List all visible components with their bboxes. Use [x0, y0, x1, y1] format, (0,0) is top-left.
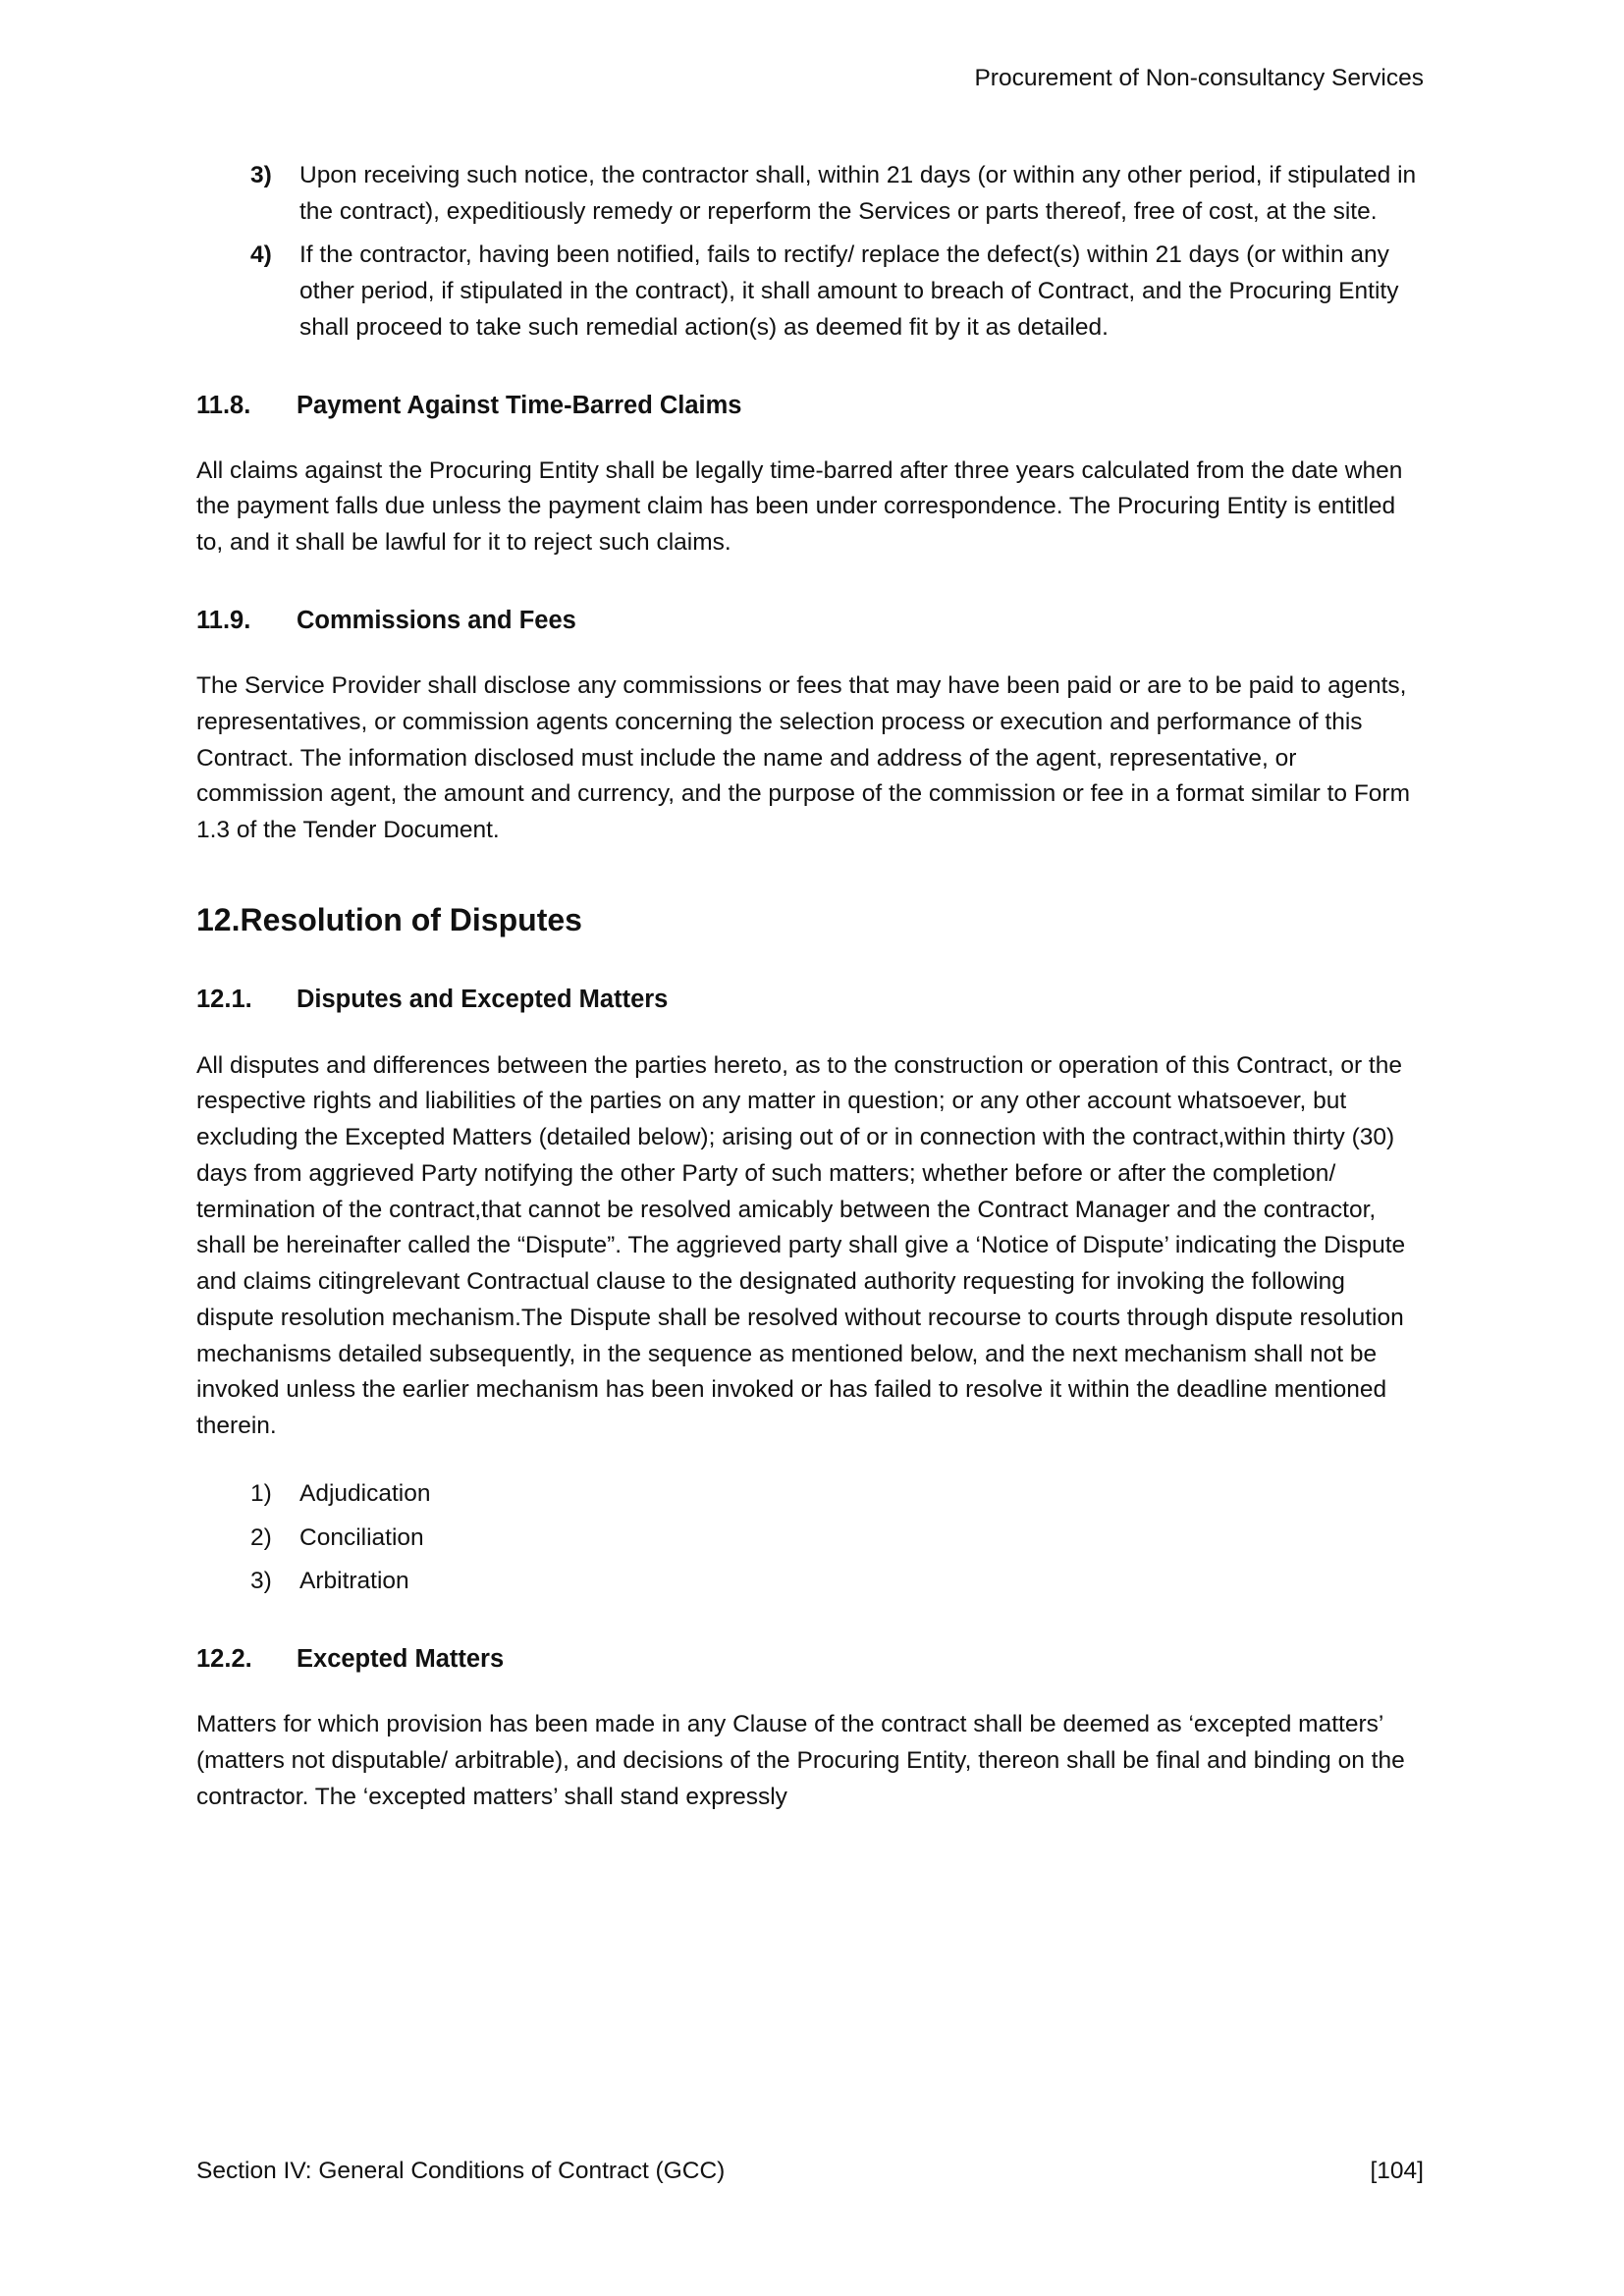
top-numbered-list	[196, 158, 1424, 347]
header-title: Procurement of Non-consultancy Services	[974, 65, 1424, 91]
section-paragraph-12-1: All disputes and differences between the parties hereto, as to the construction or operation of this Contract, or the respective rights and liabilities of the parties on any matter in question; or any other account whatsoever, but excluding the Excepted Matters (detailed below); arising out of or in connection with the contract,within thirty (30) days from aggrieved Party notifying the other Party of such matters; whether before or after the completion/ termination of the contract,that cannot be resolved amicably between the Contract Manager and the contractor, shall be hereinafter called the “Dispute”. The aggrieved party shall give a ‘Notice of Dispute’ indicating the Dispute and claims citingrelevant Contractual clause to the designated authority requesting for invoking the following dispute resolution mechanism.The Dispute shall be resolved without recourse to courts through dispute resolution mechanisms detailed subsequently, in the sequence as mentioned below, and the next mechanism shall not be invoked unless the earlier mechanism has been invoked or has failed to resolve it within the deadline mentioned therein.	[196, 1051, 1406, 1440]
chapter-number: 12.	[196, 901, 241, 937]
list-item-text: If the contractor, having been notified, fails to rectify/ replace the defect(s) within 21 days (or within any other period, if stipulated in the contract), it shall amount to breach of Contract, and the Procuring Entity shall proceed to take such remedial action(s) as deemed fit by it as detailed.	[299, 241, 1399, 341]
page-footer	[196, 2154, 1424, 2190]
section-heading-12-2	[196, 1643, 1424, 1676]
section-number: 11.9.	[196, 606, 251, 634]
list-item	[250, 238, 1424, 346]
section-number: 11.8.	[196, 391, 251, 419]
list-item-text: Adjudication	[299, 1479, 431, 1507]
list-item-number: 4)	[250, 241, 272, 269]
mechanisms-list	[196, 1476, 1424, 1600]
chapter-title: Resolution of Disputes	[240, 901, 582, 937]
list-item	[250, 1564, 1424, 1600]
list-item-text: Arbitration	[299, 1568, 409, 1595]
list-item-number: 3)	[250, 161, 272, 188]
section-title: Disputes and Excepted Matters	[297, 986, 669, 1014]
section-number: 12.1.	[196, 986, 252, 1014]
list-item	[250, 1476, 1424, 1513]
section-paragraph-11-9: The Service Provider shall disclose any commissions or fees that may have been paid or are to be paid to agents, representatives, or commission agents concerning the selection process or execution and performance of this Contract. The information disclosed must include the name and address of the agent, representative, or commission agent, the amount and currency, and the purpose of the commission or fee in a format similar to Form 1.3 of the Tender Document.	[196, 672, 1410, 844]
list-item-number: 1)	[250, 1479, 272, 1507]
footer-page-number: [104]	[1370, 2158, 1424, 2185]
list-item	[250, 158, 1424, 231]
section-number: 12.2.	[196, 1645, 252, 1674]
section-paragraph-11-8: All claims against the Procuring Entity shall be legally time-barred after three years calculated from the date when the payment falls due unless the payment claim has been under correspondence. The Procuring Entity is entitled to, and it shall be lawful for it to reject such claims.	[196, 456, 1403, 557]
chapter-heading-12	[196, 900, 1424, 941]
section-title: Commissions and Fees	[297, 606, 576, 634]
section-heading-11-8	[196, 390, 1424, 422]
footer-section-label: Section IV: General Conditions of Contract (GCC)	[196, 2158, 726, 2185]
list-item-text: Upon receiving such notice, the contractor shall, within 21 days (or within any other period, if stipulated in the contract), expeditiously remedy or reperform the Services or parts thereof, free of cost, at the site.	[299, 161, 1417, 225]
list-item-text: Conciliation	[299, 1523, 424, 1551]
page-header	[196, 61, 1424, 97]
section-paragraph-12-2: Matters for which provision has been made in any Clause of the contract shall be deemed as ‘excepted matters’ (matters not disputable/ arbitrable), and decisions of the Procuring Entity, thereon shall be final and binding on the contractor. The ‘excepted matters’ shall stand expressly	[196, 1711, 1405, 1810]
section-heading-12-1	[196, 984, 1424, 1016]
list-item	[250, 1521, 1424, 1557]
section-title: Payment Against Time-Barred Claims	[297, 391, 742, 419]
section-heading-11-9	[196, 605, 1424, 637]
list-item-number: 3)	[250, 1568, 272, 1595]
list-item-number: 2)	[250, 1523, 272, 1551]
section-title: Excepted Matters	[297, 1645, 505, 1674]
